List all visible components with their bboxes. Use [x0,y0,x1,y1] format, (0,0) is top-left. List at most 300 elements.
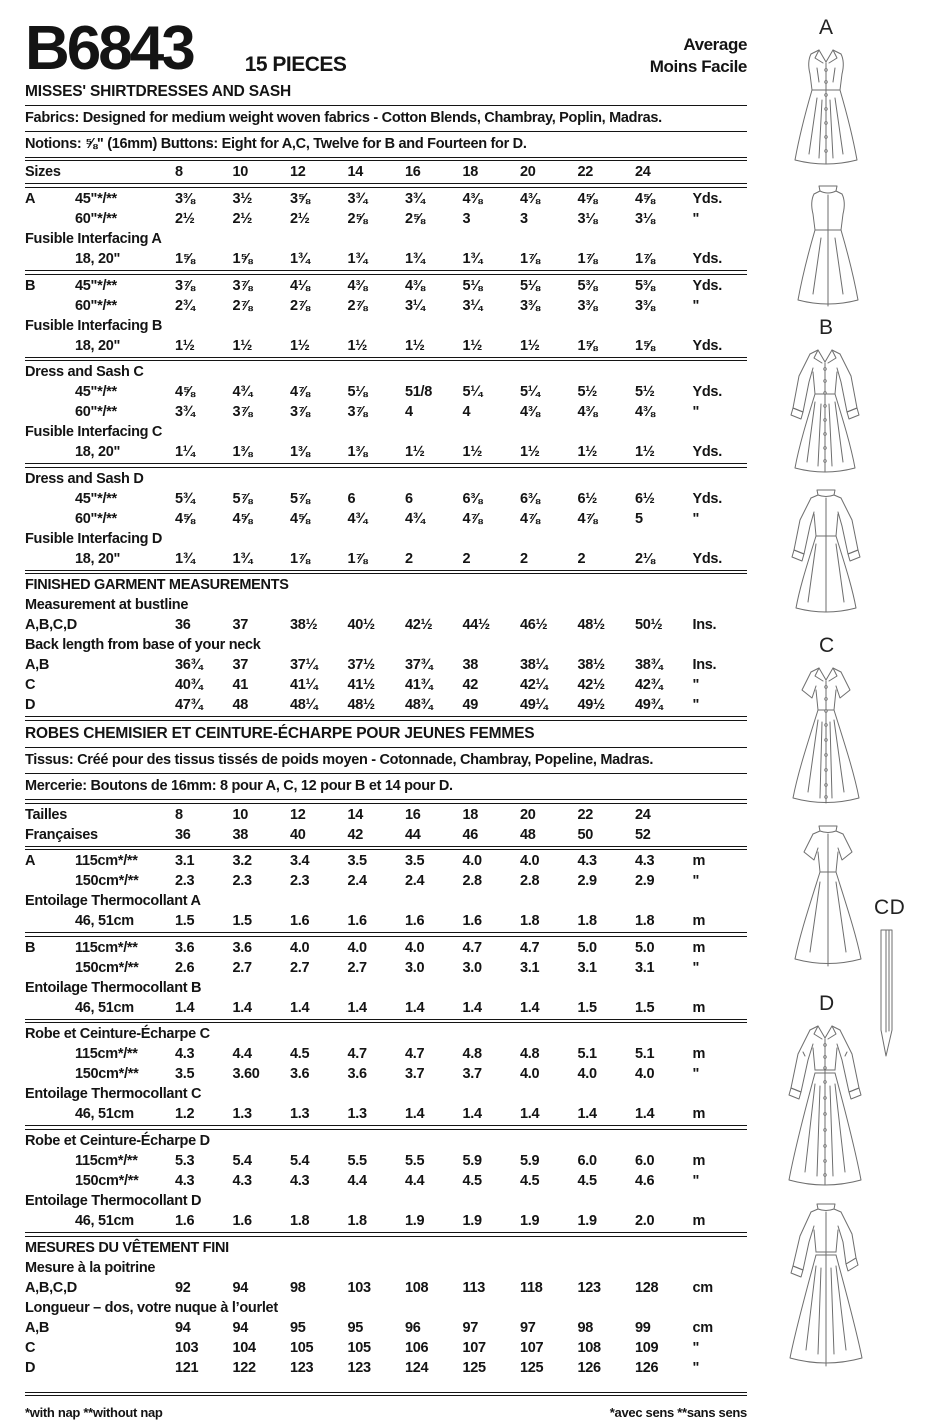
value-cell: 4⅜ [635,404,655,421]
value-cell: 92 [175,1279,191,1296]
row-label [25,615,175,635]
row-view-label [25,958,75,978]
value-cell: 24 [635,164,651,181]
value-cell: 2⅛ [635,550,655,567]
value-cell: 4⅜ [462,191,483,208]
value-cell: 3.5 [405,853,425,870]
english-title: MISSES' SHIRTDRESSES AND SASH [25,82,292,100]
row-sub-label: 115cm*/** [75,853,138,870]
value-cell: 20 [520,164,536,181]
value-cell: 41¾ [405,677,433,694]
value-cell: 95 [347,1319,364,1336]
unit-cell: Yds. [692,191,722,208]
table-row [25,1104,747,1124]
value-cell: 5.9 [520,1153,540,1170]
row-label [25,209,175,229]
value-cell: 42¼ [520,677,548,694]
value-cell: 36¾ [175,657,203,674]
value-cell: 3⅞ [290,404,310,421]
value-cell: 1.5 [175,913,195,930]
difficulty-rating [650,34,747,78]
value-cell: 121 [175,1359,199,1376]
value-cell: 4⅛ [290,277,310,294]
value-cell: 1.4 [232,999,252,1016]
value-cell: 4.0 [347,939,367,956]
value-cell: 1½ [347,337,368,354]
value-cell: 1.8 [290,1213,310,1230]
value-cell: 126 [577,1359,601,1376]
value-cell: 4⅝ [232,510,253,527]
section-heading: Dress and Sash C [25,364,144,381]
row-sub-label: 60"*/** [75,297,117,314]
value-cell: 3⅛ [635,211,655,228]
value-cell: 1½ [462,444,483,461]
row-sub-label: 46, 51cm [75,913,134,930]
notions-text: ⅝" (16mm) Buttons: Eight for A,C, Twelve for B and Fourteen for D. [85,135,527,152]
value-cell: 1½ [635,444,655,461]
unit-cell: m [692,1153,706,1170]
value-cell: 4⅞ [462,510,483,527]
value-cell: 5.5 [405,1153,425,1170]
dress-d-front-illustration [767,1018,883,1194]
value-cell: 3½ [232,191,253,208]
unit-cell: m [692,853,706,870]
value-cell: 1½ [462,337,483,354]
row-label [25,402,175,422]
value-cell: 2⅞ [347,297,368,314]
value-cell: 1.8 [347,1213,367,1230]
table-row [25,402,747,422]
value-cell: 4⅝ [577,191,598,208]
value-cell: 3.60 [232,1066,260,1083]
section-heading: FINISHED GARMENT MEASUREMENTS [25,577,289,594]
value-cell: 3.7 [405,1066,425,1083]
value-cell: 36 [175,826,191,843]
value-cell: 48½ [347,697,375,714]
value-cell: 1⅝ [232,251,253,268]
unit-cell: " [692,1173,700,1190]
section-heading-row [25,362,747,382]
value-cell: 4.0 [520,853,540,870]
section-heading-row [25,1238,747,1258]
value-cell: 5.4 [290,1153,310,1170]
value-cell: 37½ [347,657,375,674]
row-label [25,189,175,209]
table-row [25,938,747,958]
table-row [25,336,747,356]
row-sub-label: 60"*/** [75,510,117,527]
value-cell: 1⅝ [635,337,655,354]
value-cell: 105 [290,1339,314,1356]
value-cell: 4⅜ [520,404,540,421]
unit-cell: cm [692,1279,713,1296]
value-cell: 48 [232,697,249,714]
table-row [25,382,747,402]
row-view-label: A [25,853,36,870]
value-cell: 4.5 [462,1173,482,1190]
section-heading-row [25,1084,747,1104]
value-cell: 5.1 [577,1046,597,1063]
table-row [25,276,747,296]
value-cell: 103 [175,1339,199,1356]
value-cell: 3⅞ [347,404,368,421]
value-cell: 94 [175,1319,191,1336]
row-label [25,998,175,1018]
row-view-label [25,871,75,891]
row-view-label [25,1044,75,1064]
section-heading-row [25,529,747,549]
value-cell: 3.4 [290,853,310,870]
divider [25,773,747,774]
value-cell: 12 [290,164,306,181]
value-cell: 1⅝ [175,251,195,268]
value-cell: 52 [635,826,651,843]
value-cell: 3⅛ [577,211,598,228]
value-cell: 1⅝ [577,337,598,354]
value-cell: 2.9 [635,873,655,890]
footnote-french: *avec sens **sans sens [609,1405,747,1420]
tissus-label: Tissus: [25,752,74,769]
value-cell: 4⅝ [175,384,195,401]
dress-c-front-illustration [776,660,876,812]
table-row [25,1318,747,1338]
value-cell: 2½ [290,211,310,228]
value-cell: 4.3 [635,853,655,870]
value-cell: 3.1 [577,959,597,976]
table-row [25,509,747,529]
section-heading: Longueur – dos, votre nuque à l’ourlet [25,1299,278,1316]
row-sub-label: 18, 20" [75,337,121,354]
row-sub-label: 46, 51cm [75,999,134,1016]
value-cell: 1¼ [175,444,195,461]
value-cell: 97 [462,1319,479,1336]
divider [25,270,747,275]
value-cell: 2 [462,550,471,567]
row-view-label [25,1064,75,1084]
row-label [25,1171,175,1191]
value-cell: 107 [462,1339,486,1356]
row-sub-label: 60"*/** [75,211,117,228]
table-row [25,871,747,891]
row-label [25,1064,175,1084]
value-cell: 1.4 [635,1106,655,1123]
row-label [25,1278,175,1298]
divider [25,463,747,468]
value-cell: 48¾ [405,697,433,714]
footnote-english: *with nap **without nap [25,1405,163,1420]
section-heading: Robe et Ceinture-Écharpe D [25,1133,210,1150]
value-cell: 4.4 [405,1173,425,1190]
difficulty-en: Average [683,35,747,54]
value-cell: 113 [462,1279,485,1296]
row-label [25,276,175,296]
value-cell: 128 [635,1279,659,1296]
value-cell: 2.8 [462,873,482,890]
value-cell: 1⅞ [290,550,310,567]
row-sub-label: 18, 20" [75,444,121,461]
value-cell: 1.4 [520,999,540,1016]
value-cell: 1.3 [347,1106,367,1123]
row-label [25,851,175,871]
value-cell: 4.7 [405,1046,425,1063]
view-label-b: B [819,316,834,339]
value-cell: 1.2 [175,1106,195,1123]
value-cell: 4.3 [290,1173,310,1190]
dress-b-front-illustration [771,342,879,480]
value-cell: 2.3 [290,873,310,890]
section-heading-row [25,469,747,489]
value-cell: 105 [347,1339,371,1356]
unit-cell: " [692,1339,700,1356]
table-row [25,489,747,509]
value-cell: 107 [520,1339,544,1356]
value-cell: 4.5 [520,1173,540,1190]
row-sub-label: 115cm*/** [75,1046,138,1063]
section-heading: Entoilage Thermocollant C [25,1086,202,1103]
table-row [25,189,747,209]
value-cell: 3¼ [462,297,483,314]
unit-cell: Ins. [692,617,717,634]
table-row [25,655,747,675]
value-cell: 8 [175,164,183,181]
unit-cell: " [692,1066,700,1083]
row-view-label: Tailles [25,806,67,823]
section-heading-row [25,1298,747,1318]
row-view-label [25,509,75,529]
value-cell: 5.9 [462,1153,482,1170]
value-cell: 1.4 [347,999,367,1016]
row-label [25,655,175,675]
row-sub-label: 45"*/** [75,277,117,294]
divider [25,1019,747,1024]
value-cell: 3.0 [405,959,425,976]
row-label [25,1338,175,1358]
row-view-label [25,296,75,316]
divider [25,105,747,106]
value-cell: 50 [577,826,594,843]
value-cell: 4⅞ [520,510,540,527]
value-cell: 4.3 [232,1173,252,1190]
row-label [25,1211,175,1231]
value-cell: 3¾ [347,191,368,208]
table-row [25,1151,747,1171]
table-row [25,1338,747,1358]
section-heading: Fusible Interfacing C [25,424,163,441]
section-heading: Entoilage Thermocollant D [25,1193,202,1210]
row-sub-label: 45"*/** [75,384,117,401]
value-cell: 4⅝ [635,191,655,208]
value-cell: 2½ [175,211,195,228]
value-cell: 22 [577,806,594,823]
row-label [25,1044,175,1064]
value-cell: 1¾ [175,550,195,567]
row-view-label: A,B,C,D [25,617,77,634]
value-cell: 2.0 [635,1213,655,1230]
unit-cell: Yds. [692,277,722,294]
unit-cell: Yds. [692,337,722,354]
value-cell: 1.4 [405,1106,425,1123]
value-cell: 98 [577,1319,594,1336]
value-cell: 12 [290,806,306,823]
row-view-label: D [25,1359,36,1376]
unit-cell: " [692,1359,700,1376]
row-view-label: B [25,277,36,294]
value-cell: 22 [577,164,594,181]
value-cell: 44 [405,826,421,843]
value-cell: 14 [347,806,364,823]
value-cell: 1⅜ [347,444,368,461]
notions-line [25,133,747,156]
row-view-label [25,209,75,229]
unit-cell: m [692,1213,706,1230]
value-cell: 1.6 [232,1213,252,1230]
value-cell: 1½ [577,444,598,461]
value-cell: 1.3 [232,1106,252,1123]
illustration-column [758,0,932,1398]
value-cell: 1.6 [347,913,367,930]
value-cell: 6⅜ [462,490,483,507]
value-cell: 4.8 [462,1046,482,1063]
row-view-label [25,382,75,402]
value-cell: 3 [462,211,471,228]
value-cell: 4.5 [290,1046,310,1063]
view-label-cd: CD [874,896,906,919]
value-cell: 3¾ [405,191,425,208]
value-cell: 1.9 [462,1213,482,1230]
value-cell: 48½ [577,617,605,634]
value-cell: 48 [520,826,536,843]
dress-c-back-illustration [780,822,876,972]
value-cell: 5⅜ [635,277,655,294]
row-sub-label: 46, 51cm [75,1106,134,1123]
row-view-label: A [25,191,36,208]
section-heading-row [25,595,747,615]
value-cell: 38½ [577,657,605,674]
value-cell: 6.0 [577,1153,597,1170]
value-cell: 3⅞ [175,277,195,294]
row-view-label: B [25,939,36,956]
value-cell: 3.6 [347,1066,367,1083]
value-cell: 5.0 [635,939,655,956]
row-view-label [25,1171,75,1191]
value-cell: 4.0 [462,853,482,870]
value-cell: 1½ [290,337,310,354]
value-cell: 109 [635,1339,659,1356]
value-cell: 3¼ [405,297,425,314]
row-sub-label: 115cm*/** [75,939,138,956]
footnotes [25,1402,747,1420]
value-cell: 37¼ [290,657,318,674]
row-label [25,336,175,356]
value-cell: 38¼ [520,657,548,674]
value-cell: 36 [175,617,191,634]
unit-cell: Ins. [692,657,717,674]
value-cell: 3⅜ [577,297,598,314]
fabrics-label: Fabrics: [25,109,80,126]
value-cell: 1⅜ [290,444,310,461]
row-view-label: Sizes [25,164,61,181]
value-cell: 3⅝ [290,191,310,208]
row-label [25,549,175,569]
row-sub-label: 46, 51cm [75,1213,134,1230]
table-row [25,911,747,931]
value-cell: 46 [462,826,479,843]
unit-cell [693,825,745,845]
value-cell: 2.9 [577,873,597,890]
table-row [25,296,747,316]
row-label [25,825,175,845]
value-cell: 42 [347,826,364,843]
value-cell: 24 [635,806,651,823]
unit-cell: " [692,404,700,421]
value-cell: 5⅛ [347,384,368,401]
value-cell: 3⅞ [232,404,253,421]
section-heading-row [25,635,747,655]
row-label [25,296,175,316]
value-cell: 95 [290,1319,306,1336]
table-row [25,851,747,871]
value-cell: 46½ [520,617,548,634]
dress-a-back-illustration [786,182,870,312]
value-cell: 4.6 [635,1173,655,1190]
value-cell: 1.9 [577,1213,597,1230]
section-heading: Mesure à la poitrine [25,1259,156,1276]
value-cell: 51/8 [405,384,433,401]
value-cell: 6 [405,490,413,507]
row-label [25,489,175,509]
value-cell: 1¾ [405,251,425,268]
value-cell: 40 [290,826,306,843]
value-cell: 3.6 [290,1066,310,1083]
value-cell: 3.7 [462,1066,482,1083]
row-sub-label: 45"*/** [75,490,117,507]
view-label-c: C [819,634,835,657]
value-cell: 1½ [405,337,425,354]
view-label-a: A [819,16,834,39]
value-cell: 3.2 [232,853,252,870]
tissus-line [25,749,747,772]
value-cell: 5⅞ [290,490,310,507]
value-cell: 2.3 [175,873,195,890]
value-cell: 4.3 [175,1046,195,1063]
value-cell: 2½ [232,211,253,228]
value-cell: 2¾ [175,297,195,314]
value-cell: 3.1 [635,959,655,976]
value-cell: 118 [520,1279,543,1296]
value-cell: 108 [577,1339,601,1356]
divider [25,1392,747,1397]
table-row [25,1278,747,1298]
divider [25,183,747,188]
unit-cell: m [692,913,706,930]
value-cell: 1.9 [520,1213,540,1230]
unit-cell: " [692,211,700,228]
value-cell: 1¾ [232,550,253,567]
value-cell: 14 [347,164,364,181]
value-cell: 3⅜ [520,297,540,314]
value-cell: 5¼ [462,384,483,401]
table-row [25,675,747,695]
table-row [25,825,747,845]
mercerie-label: Mercerie: [25,778,87,795]
value-cell: 108 [405,1279,429,1296]
unit-cell: Yds. [692,384,722,401]
value-cell: 2 [577,550,586,567]
row-label [25,1104,175,1124]
difficulty-fr: Moins Facile [649,57,747,77]
value-cell: 41¼ [290,677,318,694]
row-label [25,958,175,978]
